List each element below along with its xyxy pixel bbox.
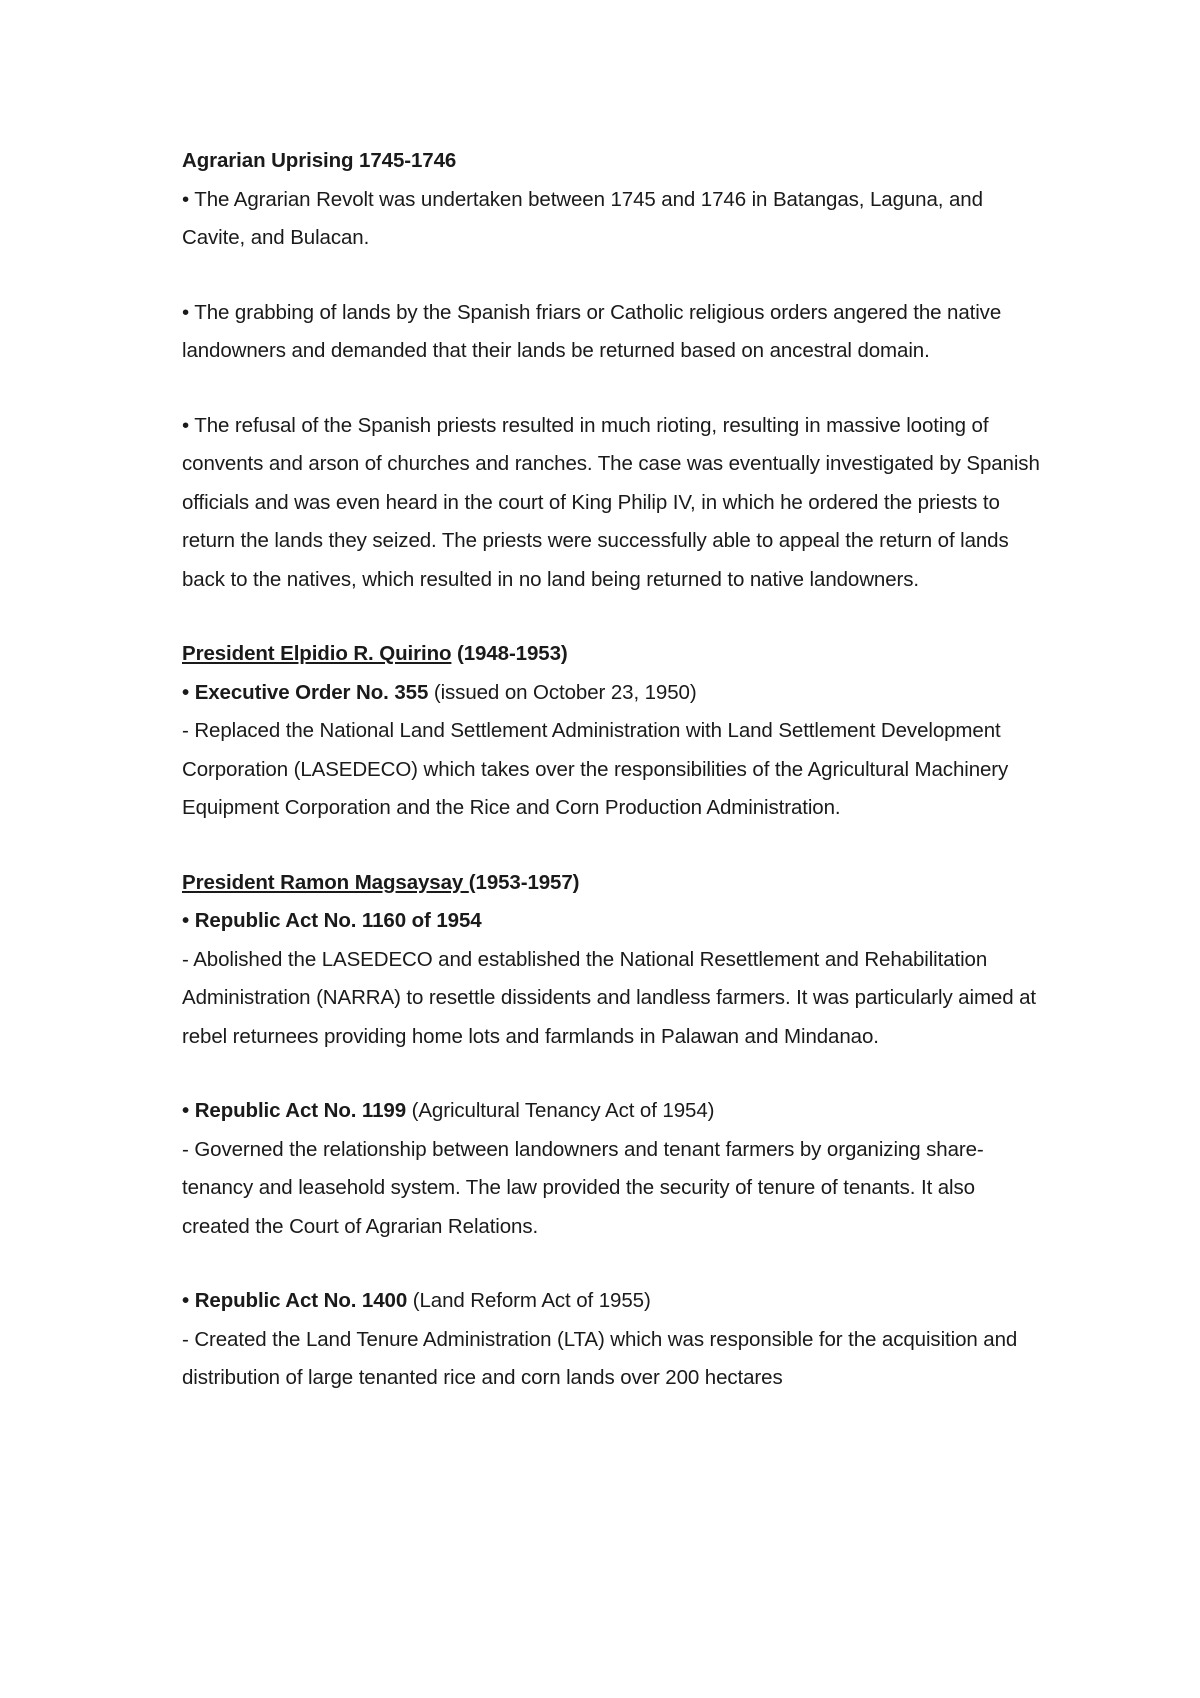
executive-order-355-title: Executive Order No. 355 xyxy=(194,680,429,704)
republic-act-1199-item xyxy=(182,1092,1042,1131)
republic-act-1400-item xyxy=(182,1282,1042,1321)
paragraph-gap xyxy=(182,371,1042,407)
paragraph-gap xyxy=(182,599,1042,635)
republic-act-1199-description: - Governed the relationship between landowners and tenant farmers by organizing share-tenancy and leasehold system. The law provided the security of tenure of tenants. It also created the Court of Agrarian Relations. xyxy=(182,1137,984,1238)
bullet: • xyxy=(182,909,195,932)
paragraph-gap xyxy=(182,258,1042,294)
president-name-magsaysay: President Ramon Magsaysay xyxy=(182,870,469,894)
republic-act-1400-note: (Land Reform Act of 1955) xyxy=(407,1289,651,1312)
section-heading-magsaysay xyxy=(182,864,1042,903)
bullet: • xyxy=(182,680,195,704)
president-years-quirino: (1948-1953) xyxy=(451,642,568,665)
republic-act-1199-title: Republic Act No. 1199 xyxy=(194,1099,407,1122)
paragraph-gap xyxy=(182,1056,1042,1092)
paragraph-gap xyxy=(182,828,1042,864)
agrarian-paragraph-2: • The grabbing of lands by the Spanish friars or Catholic religious orders angered the native landowners and demanded that their lands be returned based on ancestral domain. xyxy=(182,300,1002,362)
paragraph-gap xyxy=(182,1246,1042,1282)
president-years-magsaysay: (1953-1957) xyxy=(468,870,580,894)
executive-order-355-note: (issued on October 23, 1950) xyxy=(428,680,697,704)
agrarian-paragraph-3: • The refusal of the Spanish priests resulted in much rioting, resulting in massive looting of convents and arson of churches and ranches. The case was eventually investigated by Spanish officials and was even heard in the court of King Philip IV, in which he ordered the priests to return the lands they seized. The priests were successfully able to appeal the return of lands back to the natives, which resulted in no land being returned to native landowners. xyxy=(182,413,1040,591)
republic-act-1160-item xyxy=(182,902,1042,941)
republic-act-1400-description: - Created the Land Tenure Administration (LTA) which was responsible for the acquisition and distribution of large tenanted rice and corn lands over 200 hectares xyxy=(182,1327,1018,1389)
republic-act-1400-title: Republic Act No. 1400 xyxy=(194,1289,408,1312)
executive-order-355-description: - Replaced the National Land Settlement Administration with Land Settlement Development Corporation (LASEDECO) which takes over the responsibilities of the Agricultural Machinery Equipment Corporation and the Rice and Corn Production Administration. xyxy=(182,719,1009,819)
executive-order-355-item xyxy=(182,674,1042,713)
agrarian-paragraph-1: • The Agrarian Revolt was undertaken between 1745 and 1746 in Batangas, Laguna, and Cavite, and Bulacan. xyxy=(182,187,983,249)
document-page xyxy=(182,142,1042,1398)
bullet: • xyxy=(182,1289,195,1312)
president-name-quirino: President Elpidio R. Quirino xyxy=(182,642,452,665)
republic-act-1199-note: (Agricultural Tenancy Act of 1954) xyxy=(406,1099,715,1122)
section-heading-agrarian-uprising: Agrarian Uprising 1745-1746 xyxy=(182,149,457,172)
section-heading-quirino xyxy=(182,635,1042,674)
republic-act-1160-description: - Abolished the LASEDECO and established the National Resettlement and Rehabilitation Administration (NARRA) to resettle dissidents and landless farmers. It was particularly aimed at rebel returnees providing home lots and farmlands in Palawan and Mindanao. xyxy=(182,947,1037,1048)
republic-act-1160-title: Republic Act No. 1160 of 1954 xyxy=(194,909,482,932)
bullet: • xyxy=(182,1099,195,1122)
